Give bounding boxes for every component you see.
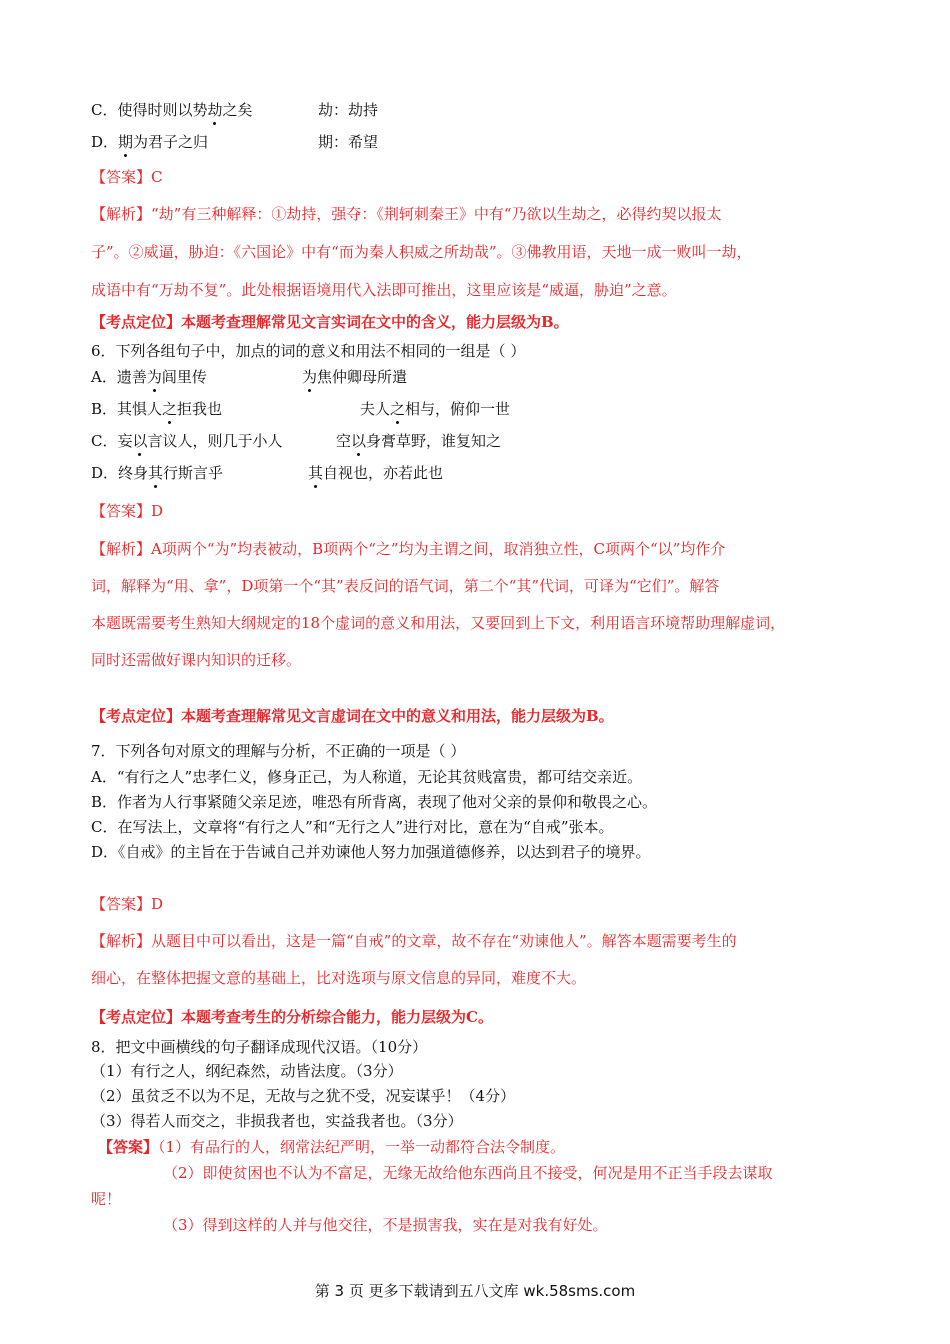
emphasis-dot-char: 以 bbox=[132, 432, 148, 450]
q5-option-d: D．期为君子之归 bbox=[91, 133, 209, 151]
q7-stem: 7．下列各句对原文的理解与分析，不正确的一项是（ ） bbox=[91, 742, 466, 760]
q7-option-d: D．《自戒》的主旨在于告诫自己并劝谏他人努力加强道德修养，以达到君子的境界。 bbox=[91, 843, 651, 861]
q8-item-1: （1）有行之人，纲纪森然，动皆法度。（3分） bbox=[91, 1062, 403, 1080]
q5-analysis-line-3: 成语中有“万劫不复”。此处根据语境用代入法即可推出，这里应该是“威逼，胁迫”之意。 bbox=[91, 281, 677, 299]
q8-answer-1: 【答案】（1）有品行的人，纲常法纪严明，一举一动都符合法令制度。 bbox=[98, 1138, 566, 1156]
emphasis-dot-char: 之 bbox=[390, 400, 406, 418]
q7-analysis-line-1: 【解析】从题目中可以看出，这是一篇“自戒”的文章，故不存在“劝谏他人”。解答本题需要考生的 bbox=[91, 932, 737, 950]
q7-option-c: C．在写法上，文章将“有行之人”和“无行之人”进行对比，意在为“自戒”张本。 bbox=[91, 818, 614, 836]
emphasis-dot-char: 为 bbox=[146, 368, 162, 386]
q8-item-3: （3）得若人而交之，非损我者也，实益我者也。（3分） bbox=[91, 1112, 463, 1130]
q8-answer-2b: 呢！ bbox=[91, 1190, 122, 1208]
q6-option-b-right: 夫人之相与，俯仰一世 bbox=[360, 400, 511, 418]
q6-analysis-line-4: 同时还需做好课内知识的迁移。 bbox=[91, 651, 302, 669]
q5-analysis-line-1: 【解析】“劫”有三种解释：①劫持，强夺：《荆轲刺秦王》中有“乃欲以生劫之，必得约契以报太 bbox=[91, 205, 722, 223]
q5-answer: 【答案】C bbox=[91, 168, 163, 186]
q6-option-d-right: 其自视也，亦若此也 bbox=[308, 464, 444, 482]
emphasis-dot-char: 其 bbox=[148, 464, 164, 482]
emphasis-dot-char: 劫 bbox=[207, 101, 223, 119]
emphasis-dot-char: 其 bbox=[308, 464, 324, 482]
q8-answer-2a: （2）即使贫困也不认为不富足，无缘无故给他东西尚且不接受，何况是用不正当手段去谋取 bbox=[163, 1164, 773, 1182]
emphasis-dot-char: 之 bbox=[162, 400, 178, 418]
q6-option-a-left: A．遗善为闾里传 bbox=[91, 368, 207, 386]
q7-option-a: A．“有行之人”忠孝仁义，修身正己，为人称道，无论其贫贱富贵，都可结交亲近。 bbox=[91, 768, 643, 786]
q5-analysis-line-2: 子”。②威逼，胁迫：《六国论》中有“而为秦人积威之所劫哉”。③佛教用语，天地一成一败叫一劫， bbox=[91, 243, 752, 261]
q8-answer-label: 【答案】 bbox=[98, 1138, 159, 1156]
q6-option-c-right: 空以身膏草野，谁复知之 bbox=[336, 432, 502, 450]
q7-answer: 【答案】D bbox=[91, 895, 164, 913]
q6-option-d-left: D．终身其行斯言乎 bbox=[91, 464, 224, 482]
q6-analysis-line-1: 【解析】A项两个“为”均表被动，B项两个“之”均为主谓之间，取消独立性，C项两个“以”均作介 bbox=[91, 540, 726, 558]
q5-option-c: C．使得时则以势劫之矣 bbox=[91, 101, 253, 119]
q6-answer: 【答案】D bbox=[91, 502, 164, 520]
q7-option-b: B．作者为人行事紧随父亲足迹，唯恐有所背离，表现了他对父亲的景仰和敬畏之心。 bbox=[91, 793, 658, 811]
emphasis-dot-char: 以 bbox=[351, 432, 367, 450]
q8-stem: 8．把文中画横线的句子翻译成现代汉语。（10分） bbox=[91, 1038, 428, 1056]
q5-option-d-gloss: 期：希望 bbox=[318, 133, 379, 151]
q5-focus: 【考点定位】本题考查理解常见文言实词在文中的含义，能力层级为B。 bbox=[91, 313, 569, 331]
emphasis-dot-char: 为 bbox=[302, 368, 318, 386]
q5-option-c-gloss: 劫：劫持 bbox=[318, 101, 379, 119]
q6-option-b-left: B．其惧人之拒我也 bbox=[91, 400, 223, 418]
q6-stem: 6．下列各组句子中，加点的词的意义和用法不相同的一组是（ ） bbox=[91, 342, 526, 360]
q6-option-a-right: 为焦仲卿母所遣 bbox=[302, 368, 408, 386]
q6-focus: 【考点定位】本题考查理解常见文言虚词在文中的意义和用法，能力层级为B。 bbox=[91, 707, 614, 725]
q8-answer-3: （3）得到这样的人并与他交往，不是损害我，实在是对我有好处。 bbox=[163, 1216, 608, 1234]
emphasis-dot-char: 期 bbox=[118, 133, 134, 151]
q6-option-c-left: C．妄以言议人，则几于小人 bbox=[91, 432, 283, 450]
q7-analysis-line-2: 细心，在整体把握文意的基础上，比对选项与原文信息的异同，难度不大。 bbox=[91, 969, 587, 987]
q7-focus: 【考点定位】本题考查考生的分析综合能力，能力层级为C。 bbox=[91, 1008, 493, 1026]
q6-analysis-line-3: 本题既需要考生熟知大纲规定的18个虚词的意义和用法，又要回到上下文，利用语言环境帮助理解虚词， bbox=[91, 614, 786, 632]
q6-analysis-line-2: 词，解释为“用、拿”，D项第一个“其”表反问的语气词，第二个“其”代词，可译为“它们”。解答 bbox=[91, 577, 720, 595]
q8-item-2: （2）虽贫乏不以为不足，无故与之犹不受，况妄谋乎！（4分） bbox=[91, 1087, 516, 1105]
page-footer: 第 3 页 更多下载请到五八文库 wk.58sms.com bbox=[314, 1282, 636, 1300]
